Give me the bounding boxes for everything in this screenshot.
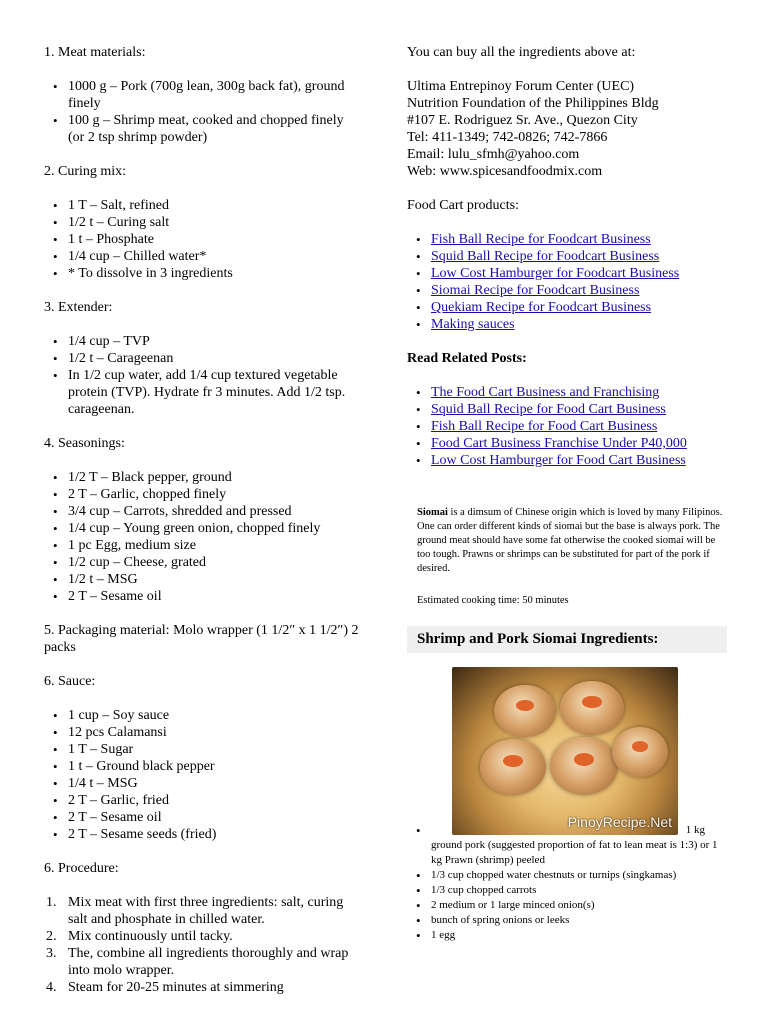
sauce-list [44,707,362,843]
related-links [407,384,727,469]
list-item [431,316,727,333]
list-item: • 1/2 t – Carageenan [68,350,362,367]
section-title-seasonings: 4. Seasonings: [44,436,125,451]
link-franchise-under[interactable]: Food Cart Business Franchise Under P40,000 [431,436,687,451]
siomai-description: Siomai is a dimsum of Chinese origin which is loved by many Filipinos. One can order different kinds of siomai but the base is always pork. The ground meat should have some fat otherwise the cooked siomai will be too tough. Prawns or shrimps can be substituted for part of the pork if desired. [417,507,723,574]
siomai-dumpling [494,685,556,737]
food-cart-title: Food Cart products: [407,198,519,213]
section-title-packaging: 5. Packaging material: Molo wrapper (1 1/2″ x 1 1/2″) 2 packs [44,623,359,655]
siomai-photo [452,667,678,835]
list-item: • bunch of spring onions or leeks [431,913,727,928]
list-item: • 1 t – Ground black pepper [68,758,362,775]
link-squid-ball-related[interactable]: Squid Ball Recipe for Food Cart Business [431,402,666,417]
procedure-step: 1. Mix meat with first three ingredients: salt, curing salt and phosphate in chilled water. [46,895,344,927]
section-title-extender: 3. Extender: [44,300,113,315]
photo-watermark: PinoyRecipe.Net [567,814,672,830]
list-item: • 2 medium or 1 large minced onion(s) [431,898,727,913]
list-item: • 1/4 cup – TVP [68,333,362,350]
link-fish-ball-related[interactable]: Fish Ball Recipe for Food Cart Business [431,419,658,434]
related-posts-title: Read Related Posts: [407,351,527,366]
link-siomai[interactable]: Siomai Recipe for Foodcart Business [431,283,640,298]
siomai-photo-row [407,667,727,835]
link-hamburger-related[interactable]: Low Cost Hamburger for Food Cart Business [431,453,686,468]
list-item: • 1000 g – Pork (700g lean, 300g back fat), ground finely [68,78,362,112]
list-item: • 1/3 cup chopped water chestnuts or turnips (singkamas) [431,868,727,883]
list-item [431,282,727,299]
list-item: • 2 T – Garlic, fried [68,792,362,809]
procedure-step: 2. Mix continuously until tacky. [46,929,233,944]
list-item: • 2 T – Sesame oil [68,588,362,605]
siomai-dumpling [612,727,668,777]
recipe-left-column [44,44,362,1013]
link-hamburger[interactable]: Low Cost Hamburger for Foodcart Business [431,266,680,281]
list-item: • 1/4 cup – Young green onion, chopped finely [68,520,362,537]
address-line: #107 E. Rodriguez Sr. Ave., Quezon City [407,113,638,128]
list-item: • 1/2 T – Black pepper, ground [68,469,362,486]
list-item [431,231,727,248]
list-item: • 1/3 cup chopped carrots [431,883,727,898]
list-item [431,452,727,469]
list-item [431,435,727,452]
link-franchising[interactable]: The Food Cart Business and Franchising [431,385,660,400]
curing-list [44,197,362,282]
list-item: • 1/4 t – MSG [68,775,362,792]
list-item [431,384,727,401]
link-quekiam[interactable]: Quekiam Recipe for Foodcart Business [431,300,652,315]
list-item: • 1 T – Sugar [68,741,362,758]
link-fish-ball[interactable]: Fish Ball Recipe for Foodcart Business [431,232,651,247]
procedure-list [44,894,362,996]
seasonings-list [44,469,362,605]
list-item: • 1 kg ground pork (suggested proportion of fat to lean meat is 1:3) or 1 kg Prawn (shrimp) peeled [431,823,727,868]
section-title-sauce: 6. Sauce: [44,674,96,689]
list-item: • 100 g – Shrimp meat, cooked and chopped finely (or 2 tsp shrimp powder) [68,112,362,146]
list-item [431,248,727,265]
list-item: • 1/4 cup – Chilled water* [68,248,362,265]
list-item: • 2 T – Sesame oil [68,809,362,826]
address-line: Web: www.spicesandfoodmix.com [407,164,603,179]
list-item: • 12 pcs Calamansi [68,724,362,741]
address-line: Nutrition Foundation of the Philippines Bldg [407,96,659,111]
address-line: Ultima Entrepinoy Forum Center (UEC) [407,79,635,94]
supplier-address [407,78,727,180]
list-item [431,299,727,316]
siomai-dumpling [480,739,546,795]
list-item: • 2 T – Garlic, chopped finely [68,486,362,503]
procedure-step: 3. The, combine all ingredients thoroughly and wrap into molo wrapper. [46,946,349,978]
list-item [431,418,727,435]
list-item: • 1/2 cup – Cheese, grated [68,554,362,571]
list-item [431,401,727,418]
list-item: • In 1/2 cup water, add 1/4 cup textured vegetable protein (TVP). Hydrate fr 3 minutes. Add 1/2 tsp. carageenan. [68,367,362,418]
cooking-time: Estimated cooking time: 50 minutes [417,595,569,606]
procedure-step: 4. Steam for 20-25 minutes at simmering [46,980,284,995]
meat-list [44,78,362,146]
ingredients-heading: Shrimp and Pork Siomai Ingredients: [407,626,727,653]
link-squid-ball[interactable]: Squid Ball Recipe for Foodcart Business [431,249,660,264]
list-item: • * To dissolve in 3 ingredients [68,265,362,282]
link-making-sauces[interactable]: Making sauces [431,317,515,332]
list-item [431,265,727,282]
extender-list [44,333,362,418]
list-item: • 1 T – Salt, refined [68,197,362,214]
section-title-curing: 2. Curing mix: [44,164,127,179]
address-line: Email: lulu_sfmh@yahoo.com [407,147,580,162]
info-right-column [407,44,727,960]
list-item: • 1 cup – Soy sauce [68,707,362,724]
section-title-procedure: 6. Procedure: [44,861,119,876]
list-item: • 1/2 t – MSG [68,571,362,588]
address-line: Tel: 411-1349; 742-0826; 742-7866 [407,130,608,145]
siomai-ingredients-list [407,823,727,943]
list-item: • 1 egg [431,928,727,943]
siomai-dumpling [550,737,618,795]
list-item: • 2 T – Sesame seeds (fried) [68,826,362,843]
list-item: • 1/2 t – Curing salt [68,214,362,231]
list-item: • 1 pc Egg, medium size [68,537,362,554]
list-item: • 3/4 cup – Carrots, shredded and pressed [68,503,362,520]
siomai-dumpling [560,681,624,735]
food-cart-links [407,231,727,333]
section-title-meat: 1. Meat materials: [44,45,146,60]
buy-intro: You can buy all the ingredients above at: [407,45,636,60]
list-item: • 1 t – Phosphate [68,231,362,248]
